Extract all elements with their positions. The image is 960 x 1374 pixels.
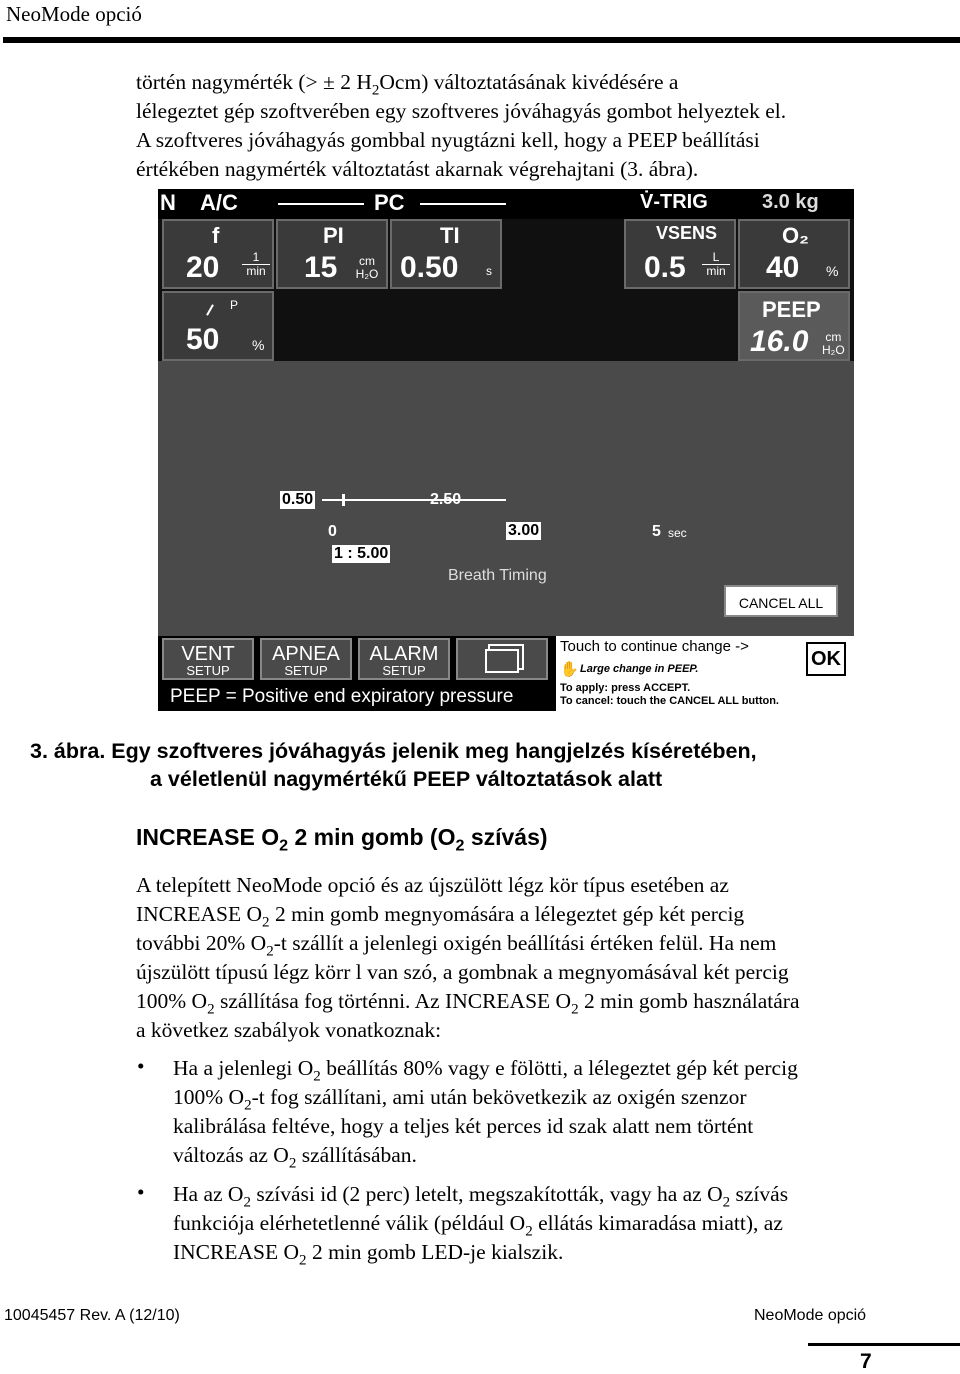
intro-paragraph: történ nagymérték (> ± 2 $H_2Ocm$) változtatásának kivédésére a lélegeztet gép szoftverében egy szoftveres jóváhagyás gombot helyeztek el. A szoftveres jóváhagyás gombbal nyugtázni kell, hogy a PEEP beállítási értékében nagymérték változtatást akarnak végrehajtani (3. ábra). <box>136 70 787 181</box>
bullet-item-1: Ha a jelenlegi $O_2$ beállítás 80% vagy e fölötti, a lélegeztet gép két percig 100% $O_2-t$ fog szállítani, ami után bekövetkezik az oxigén szenzor kalibrálása feltéve, hogy a teljes két perces id szak alatt nem történt változás az $O_2$ szállításában. <box>173 1056 798 1172</box>
alarm-setup-button[interactable]: ALARM SETUP <box>358 638 450 680</box>
breath-timing-area <box>158 361 854 636</box>
mode-line-right <box>420 203 506 205</box>
message-large: Large change in PEEP. <box>580 663 699 675</box>
timing-bar <box>322 499 506 501</box>
body-paragraph: A telepített NeoMode opció és az újszülött légz kör típus esetében az INCREASE $O_2$ 2 min gomb megnyomására a lélegeztet gép két percig további 20% $O_2-t$ szállít a jelenlegi oxigén beállítási értéken felül. Ha nem újszülött típusú légz körr l van szó, a gombnak a megnyomásával két percig 100% $O_2$ szállítása fog történni. Az INCREASE $O_2$ 2 min gomb használatára a következ szabályok vonatkoznak: <box>136 873 800 1042</box>
bullet-mark-1: • <box>137 1054 145 1078</box>
ie-ratio: 1 : 5.00 <box>334 545 389 562</box>
footer-title: NeoMode opció <box>754 1307 867 1324</box>
rise-icon <box>206 304 214 315</box>
ventilator-screen <box>158 189 854 711</box>
footer-rule <box>808 1343 960 1346</box>
timing-five: 5 <box>652 523 661 540</box>
te-value: 2.50 <box>430 491 462 508</box>
message-cancel: To cancel: touch the CANCEL ALL button. <box>560 695 779 707</box>
bottom-bar <box>158 636 854 711</box>
param-ti[interactable]: TI 0.50 s <box>390 219 502 289</box>
message-panel <box>556 636 854 711</box>
mode-n: N <box>160 190 176 215</box>
mode-pc: PC <box>374 190 405 215</box>
param-peep[interactable]: PEEP 16.0 cm H₂O <box>738 291 850 361</box>
section-title: INCREASE $O_2$ 2 min gomb ($O_2$ szívás) <box>136 824 548 855</box>
screens-icon <box>485 649 519 673</box>
patient-weight: 3.0 kg <box>762 191 819 213</box>
param-rise[interactable]: P 50 % <box>162 291 274 361</box>
apnea-setup-button[interactable]: APNEA SETUP <box>260 638 352 680</box>
cancel-all-button[interactable]: CANCEL ALL <box>724 585 838 617</box>
ti-value: 0.50 <box>282 491 314 508</box>
message-apply: To apply: press ACCEPT. <box>560 682 691 694</box>
breath-timing-label: Breath Timing <box>448 567 547 584</box>
param-pi[interactable]: PI 15 cm H₂O <box>276 219 388 289</box>
bullet-mark-2: • <box>137 1180 145 1204</box>
running-header: NeoMode opció <box>6 2 142 26</box>
timing-marker <box>342 494 345 506</box>
screens-button[interactable] <box>456 638 548 680</box>
hand-icon: ✋ <box>560 661 579 678</box>
vent-setup-button[interactable]: VENT SETUP <box>162 638 254 680</box>
mode-bar <box>158 189 854 219</box>
timing-zero: 0 <box>328 523 337 540</box>
total-time: 3.00 <box>508 522 540 539</box>
timing-sec: sec <box>668 526 687 540</box>
param-f[interactable]: f 20 1 min <box>162 219 274 289</box>
peep-description: PEEP = Positive end expiratory pressure <box>170 686 514 707</box>
mode-line-left <box>278 203 364 205</box>
bullet-item-2: Ha az $O_2$ szívási id (2 perc) letelt, megszakították, vagy ha az $O_2$ szívás funkciója elérhetetlenné válik (például $O_2$ ellátás kimaradása miatt), az INCREASE $O_2$ 2 min gomb LED-je kialszik. <box>173 1182 789 1269</box>
param-o2[interactable]: O₂ 40 % <box>738 219 850 289</box>
page-number: 7 <box>860 1350 872 1373</box>
trigger-mode: V̇-TRIG <box>640 191 708 213</box>
param-vsens[interactable]: VSENS 0.5 L min <box>624 219 736 289</box>
ok-button[interactable]: OK <box>806 642 846 676</box>
header-rule <box>3 37 960 43</box>
mode-ac: A/C <box>200 190 238 215</box>
message-touch: Touch to continue change -> <box>560 638 749 655</box>
figure-caption: 3. ábra. Egy szoftveres jóváhagyás jelenik meg hangjelzés kíséretében, a véletlenül nagymértékű PEEP változtatások alatt <box>30 739 757 791</box>
footer-doc-number: 10045457 Rev. A (12/10) <box>4 1307 180 1324</box>
